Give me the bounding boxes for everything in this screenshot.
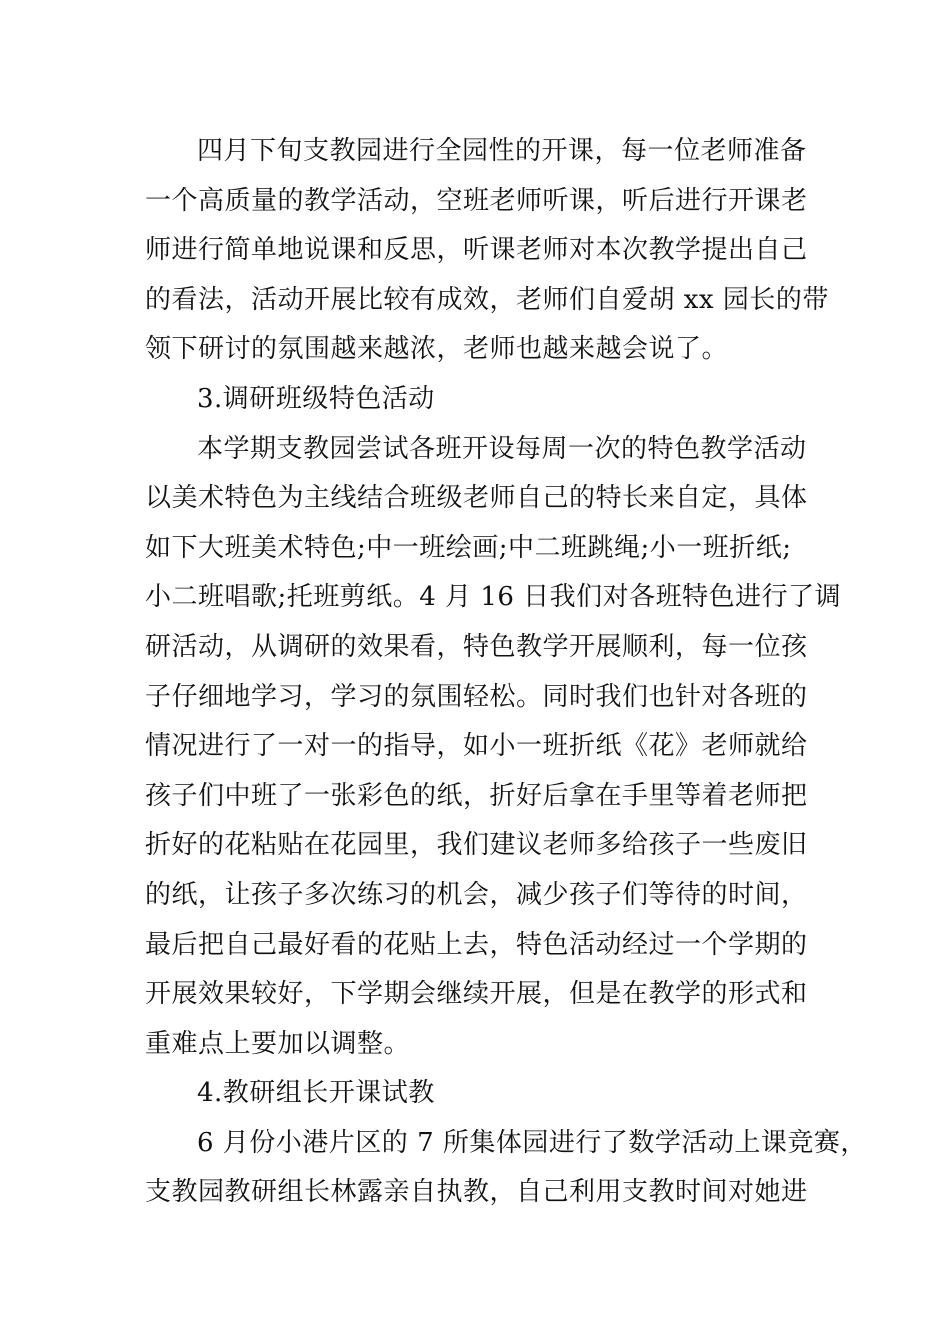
paragraph-line: 小二班唱歌;托班剪纸。4 月 16 日我们对各班特色进行了调 [145, 582, 842, 613]
paragraph-line: 本学期支教园尝试各班开设每周一次的特色教学活动 [197, 433, 807, 464]
paragraph-line: 重难点上要加以调整。 [145, 1028, 411, 1059]
paragraph-line: 研活动，从调研的效果看，特色教学开展顺利，每一位孩 [145, 631, 808, 662]
paragraph-line: 情况进行了一对一的指导，如小一班折纸《花》老师就给 [145, 731, 808, 762]
paragraph-line: 一个高质量的教学活动，空班老师听课，听后进行开课老 [145, 185, 808, 216]
paragraph-line: 孩子们中班了一张彩色的纸，折好后拿在手里等着老师把 [145, 780, 808, 811]
paragraph-line: 如下大班美术特色;中一班绘画;中二班跳绳;小一班折纸; [145, 532, 792, 563]
paragraph-line: 支教园教研组长林露亲自执教，自己利用支教时间对她进 [145, 1177, 808, 1208]
paragraph-line: 以美术特色为主线结合班级老师自己的特长来自定，具体 [145, 483, 808, 514]
document-body [145, 127, 867, 1218]
paragraph-line: 领下研讨的氛围越来越浓，老师也越来越会说了。 [145, 334, 729, 365]
paragraph-line: 开展效果较好，下学期会继续开展，但是在教学的形式和 [145, 979, 808, 1010]
section-heading: 3.调研班级特色活动 [197, 383, 435, 414]
paragraph-line: 折好的花粘贴在花园里，我们建议老师多给孩子一些废旧 [145, 830, 808, 861]
paragraph-line: 子仔细地学习，学习的氛围轻松。同时我们也针对各班的 [145, 681, 808, 712]
paragraph-line: 最后把自己最好看的花贴上去，特色活动经过一个学期的 [145, 929, 808, 960]
paragraph-line: 四月下旬支教园进行全园性的开课，每一位老师准备 [197, 136, 807, 166]
section-heading: 4.教研组长开课试教 [197, 1078, 435, 1109]
paragraph-line: 的看法，活动开展比较有成效，老师们自爱胡 xx 园长的带 [145, 284, 829, 315]
paragraph-line: 6 月份小港片区的 7 所集体园进行了数学活动上课竞赛， [197, 1127, 867, 1158]
paragraph-line: 师进行简单地说课和反思，听课老师对本次教学提出自己 [145, 235, 808, 266]
paragraph-line: 的纸，让孩子多次练习的机会，减少孩子们等待的时间， [145, 879, 808, 910]
